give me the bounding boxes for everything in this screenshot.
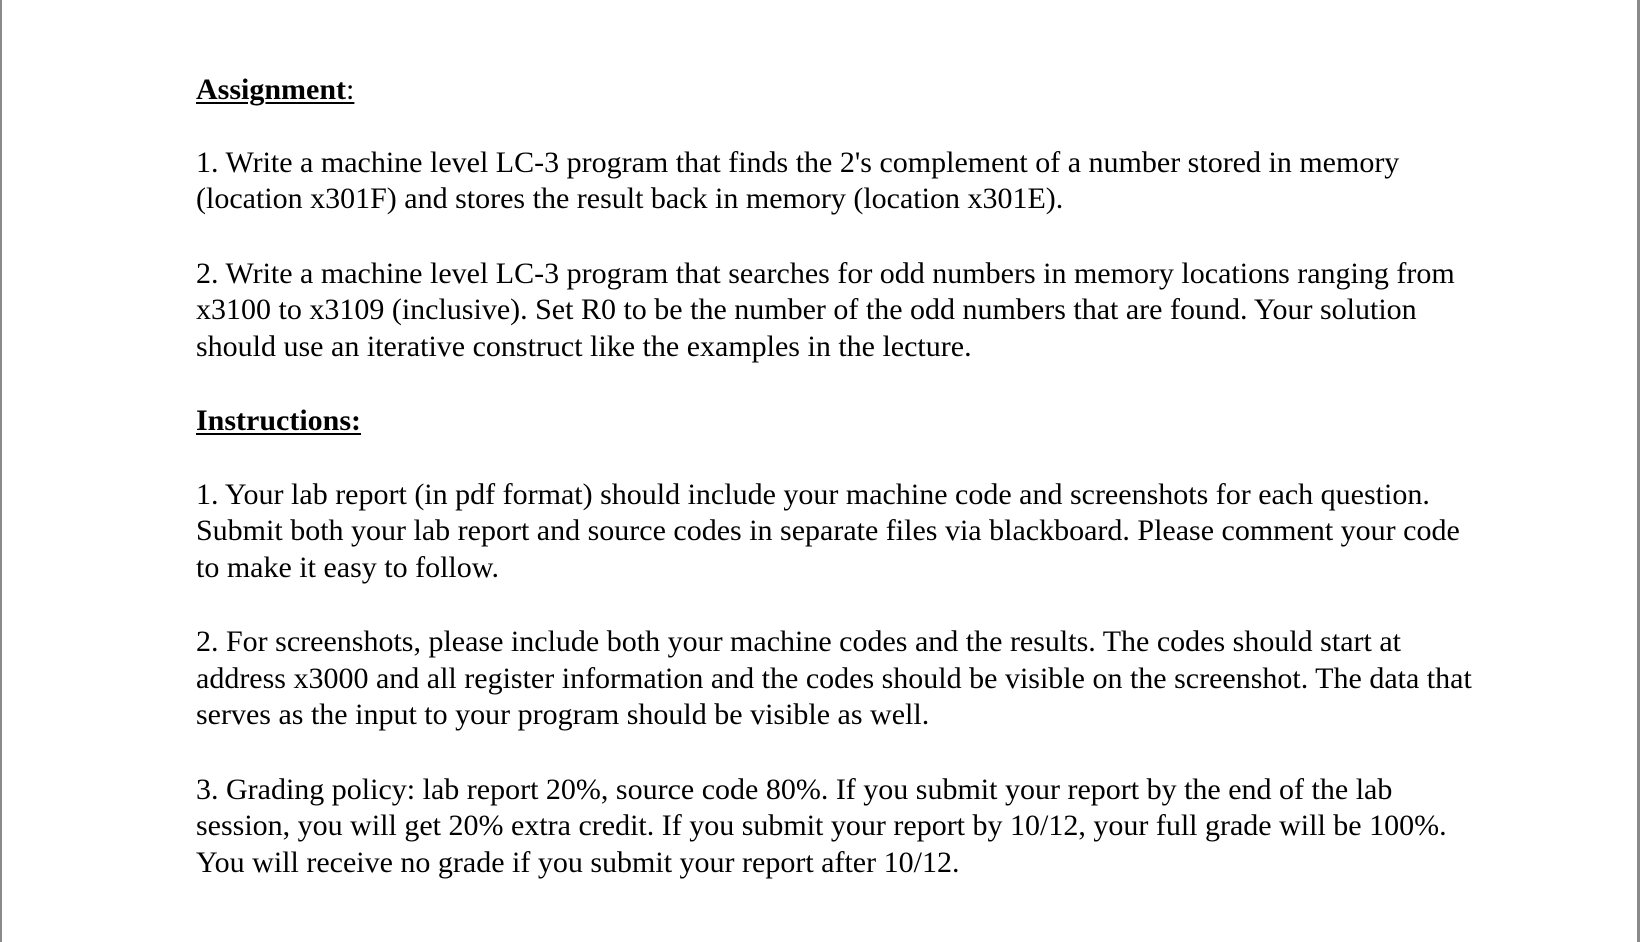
assignment-heading: Assignment: — [196, 73, 355, 106]
instruction-item-1: 1. Your lab report (in pdf format) should include your machine code and screenshots for each question. Submit both your lab report and source codes in separate files via blackboard. Please comment your code to make it easy to follow. — [196, 477, 1460, 584]
instruction-item-2: 2. For screenshots, please include both your machine codes and the results. The codes should start at address x3000 and all register information and the codes should be visible on the screenshot. The data that serves as the input to your program should be visible as well. — [196, 625, 1472, 731]
document-content — [196, 72, 1476, 881]
assignment-item-1: 1. Write a machine level LC-3 program that finds the 2's complement of a number stored in memory (location x301F) and stores the result back in memory (location x301E). — [196, 145, 1400, 215]
instructions-heading: Instructions: — [196, 404, 362, 437]
instruction-item-3: 3. Grading policy: lab report 20%, source code 80%. If you submit your report by the end of the lab session, you will get 20% extra credit. If you submit your report by 10/12, your full grade will be 100%. You will receive no grade if you submit your report after 10/12. — [196, 772, 1447, 879]
assignment-item-2: 2. Write a machine level LC-3 program that searches for odd numbers in memory locations ranging from x3100 to x3109 (inclusive). Set R0 to be the number of the odd numbers that are found. Your solution should use an iterative construct like the examples in the lecture. — [196, 256, 1455, 363]
